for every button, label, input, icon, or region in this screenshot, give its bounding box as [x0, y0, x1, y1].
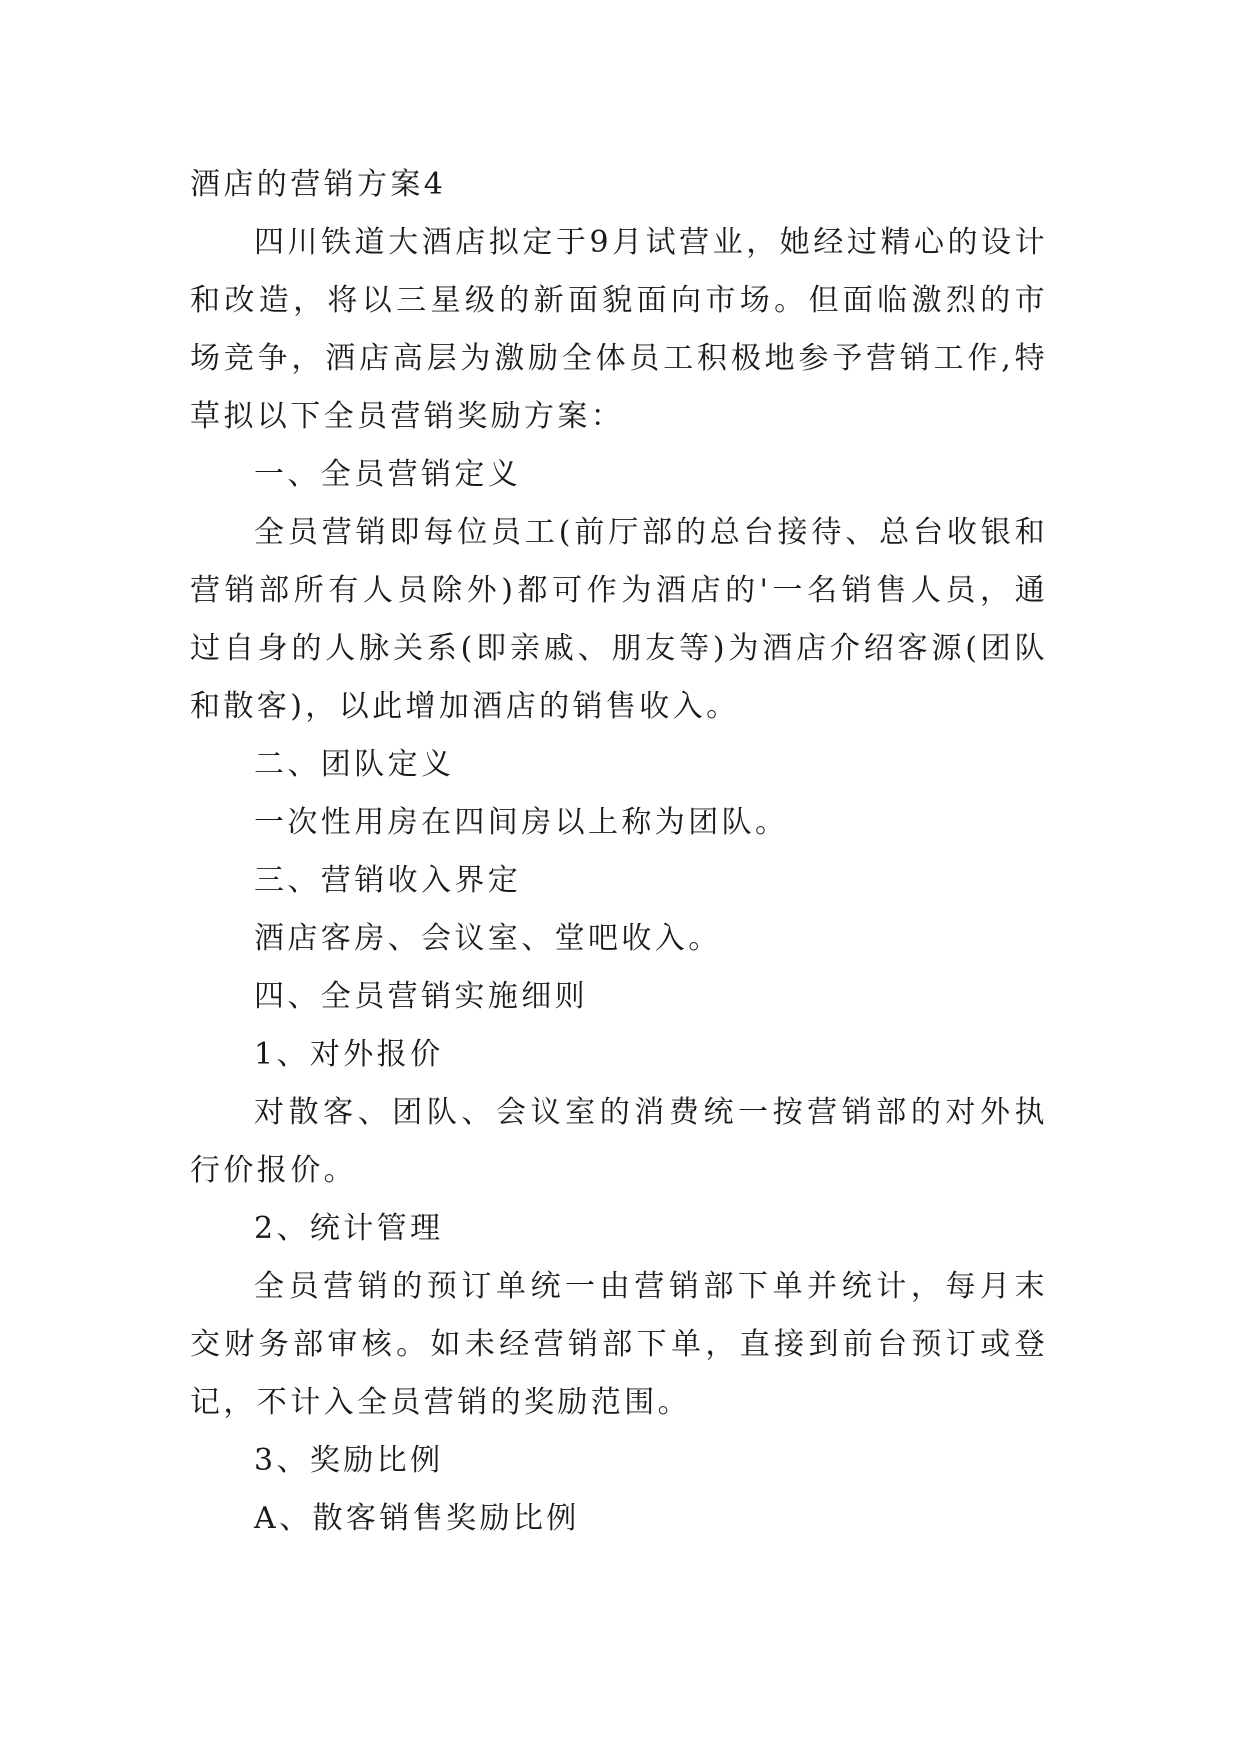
subheading-individual-reward: A、散客销售奖励比例 [254, 1501, 580, 1536]
team-paragraph: 一次性用房在四间房以上称为团队。 [254, 805, 789, 840]
section-heading-definition: 一、全员营销定义 [254, 457, 522, 492]
subheading-statistics: 2、统计管理 [254, 1211, 444, 1246]
definition-paragraph: 全员营销即每位员工(前厅部的总台接待、总台收银和营销部所有人员除外)都可作为酒店的'一名销售人员，通过自身的人脉关系(即亲戚、朋友等)为酒店介绍客源(团队和散客)，以此增加酒店的销售收入。 [190, 515, 1048, 724]
section-heading-revenue: 三、营销收入界定 [254, 863, 522, 898]
revenue-paragraph: 酒店客房、会议室、堂吧收入。 [254, 921, 722, 956]
section-heading-team: 二、团队定义 [254, 747, 455, 782]
document-title: 酒店的营销方案4 [190, 167, 447, 202]
section-heading-rules: 四、全员营销实施细则 [254, 979, 588, 1014]
pricing-paragraph: 对散客、团队、会议室的消费统一按营销部的对外执行价报价。 [190, 1095, 1048, 1188]
intro-paragraph: 四川铁道大酒店拟定于9月试营业，她经过精心的设计和改造，将以三星级的新面貌面向市场。但面临激烈的市场竞争，酒店高层为激励全体员工积极地参予营销工作,特草拟以下全员营销奖励方案： [190, 225, 1048, 434]
statistics-paragraph: 全员营销的预订单统一由营销部下单并统计，每月末交财务部审核。如未经营销部下单，直接到前台预订或登记，不计入全员营销的奖励范围。 [190, 1269, 1048, 1420]
subheading-pricing: 1、对外报价 [254, 1037, 444, 1072]
document-body [190, 156, 1048, 1548]
subheading-reward-ratio: 3、奖励比例 [254, 1443, 444, 1478]
